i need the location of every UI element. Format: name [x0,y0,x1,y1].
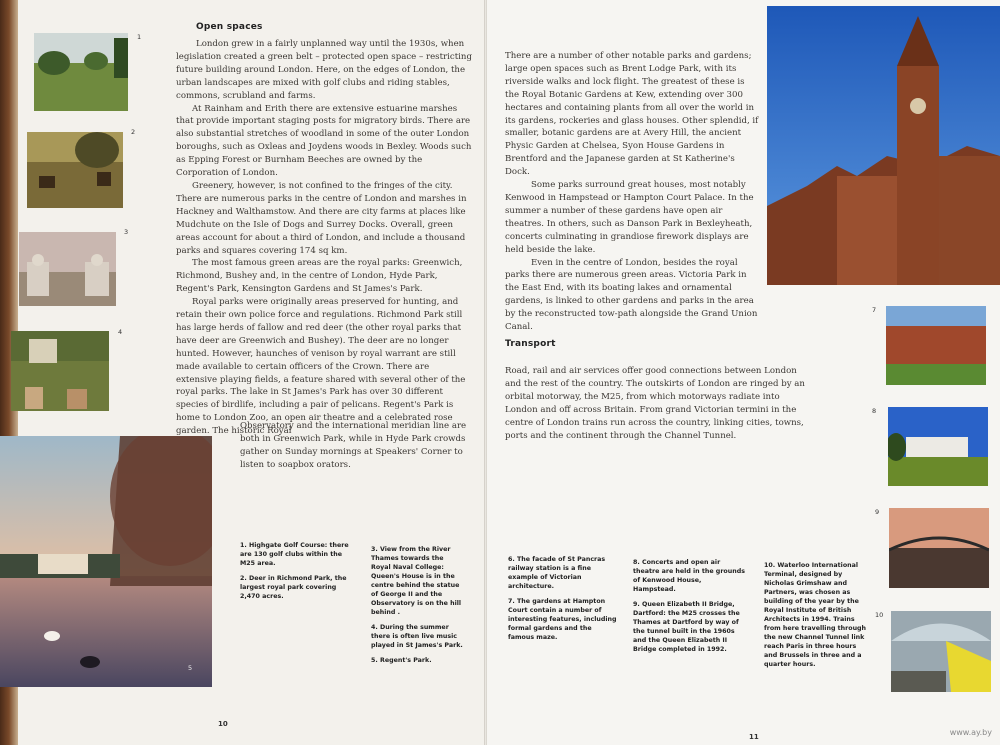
right-paragraph-3: Even in the centre of London, besides the royal parks there are numerous green areas. Victoria Park in the East End, with its boating lakes and ornamental gardens, is linked to other gardens and parks in the area by the reconstructed tow-path alongside the Grand Union Canal. [505,257,758,333]
caption-7: 7. The gardens at Hampton Court contain a number of interesting features, including formal gardens and the famous maze. [508,598,617,641]
left-captions-col1 [240,541,352,607]
photo-number-2: 2 [131,128,136,136]
caption-4: 4. During the summer there is often live music played in St James's Park. [371,624,463,649]
photo-st-pancras [767,6,1000,285]
transport-text: Road, rail and air services offer good connections between London and the rest of the country. The outskirts of London are ringed by an orbital motorway, the M25, from which motorways radiate into London and off across Britain. From grand Victorian termini in the centre of London trains run across the country, linking cities, towns, ports and the continent through the Channel Tunnel. [505,366,805,441]
caption-8: 8. Concerts and open air theatre are held in the grounds of Kenwood House, Hampstead. [633,559,745,593]
photo-number-8: 8 [872,407,877,415]
paragraph-2: At Rainham and Erith there are extensive estuarine marshes that provide important staging posts for migratory birds. There are also substantial stretches of woodland in some of the outer London boroughs, such as Oxleas and Joydens woods in Bexley. Woods such as Epping Forest or Burnham Beeches are owned by the Corporation of London. [176,103,472,179]
paragraph-5: Royal parks were originally areas preserved for hunting, and retain their own police force and regulations. Richmond Park still has large herds of fallow and red deer (the other royal parks that have deer are Greenwich and Bushey). The deer are no longer hunted. However, haunches of venison by royal warrant are still made available to certain officers of the Crown. There are extensive playing fields, a feature shared with several other of the royal parks. The lake in St James's Park has over 30 different species of birdlife, including a pair of pelicans. Regent's Park is home to London Zoo, an open air theatre and a celebrated rose garden. The historic Royal [176,297,466,437]
photo-kenwood-house [888,407,988,486]
photo-qe2-bridge [889,508,989,588]
photo-number-7: 7 [872,306,877,314]
caption-6: 6. The facade of St Pancras railway station is a fine example of Victorian architecture. [508,556,606,590]
caption-10: 10. Waterloo International Terminal, designed by Nicholas Grimshaw and Partners, was chosen as building of the year by the Royal Institute of British Architects in 1994. Trains from here travelling through the new Channel Tunnel link reach Paris in three hours and Brussels in three and a quarter hours. [764,562,867,668]
open-spaces-text [176,38,472,438]
photo-regents-park [0,436,212,687]
paragraph-4: The most famous green areas are the royal parks: Greenwich, Richmond, Bushey and, in the centre of London, Hyde Park, Regent's Park, Kensington Gardens and St James's Park. [176,258,463,295]
right-captions-col2 [633,558,745,660]
photo-st-james-park-music [11,331,109,411]
paragraph-3: Greenery, however, is not confined to the fringes of the city. There are numerous parks in the centre of London and marshes in Hackney and Walthamstow. And there are city farms at places like Mudchute on the Isle of Dogs and Surrey Docks. Overall, green areas account for about a third of London, and include a thousand parks and squares covering 174 sq km. [176,180,467,256]
heading-open-spaces: Open spaces [196,22,263,32]
photo-golf-course [34,33,128,111]
caption-1: 1. Highgate Golf Course: there are 130 golf clubs within the M25 area. [240,542,349,567]
right-captions-col3 [764,561,870,675]
photo-number-1: 1 [137,33,142,41]
caption-3: 3. View from the River Thames towards the Royal Naval College: Queen's House is in the centre behind the statue of George II and the Observatory is on the hill behind . [371,546,462,616]
photo-hampton-court [886,306,986,385]
photo-number-3: 3 [124,228,129,236]
caption-9: 9. Queen Elizabeth II Bridge, Dartford: the M25 crosses the Thames at Dartford by way of the tunnel built in the 1960s and the Queen Elizabeth II Bridge completed in 1992. [633,601,740,653]
heading-transport: Transport [505,339,556,349]
caption-5: 5. Regent's Park. [371,657,432,664]
paragraph-6: Observatory and the international meridian line are both in Greenwich Park, while in Hyde Park crowds gather on Sunday mornings at Speakers' Corner to listen to soapbox orators. [240,421,467,470]
photo-waterloo-terminal [891,611,991,692]
right-captions-col1 [508,555,618,648]
photo-number-5: 5 [188,664,193,672]
watermark: www.ay.by [949,728,992,737]
photo-royal-naval-college [19,232,116,306]
page-number-11: 11 [749,733,759,741]
photo-number-4: 4 [118,328,123,336]
paragraph-1: London grew in a fairly unplanned way until the 1930s, when legislation created a green belt – protected open space – restricting future building around London. Here, on the edges of London, the urban landscapes are mixed with golf clubs and riding stables, commons, scrubland and farms. [176,39,472,101]
parks-gardens-text [505,50,761,334]
right-paragraph-2: Some parks surround great houses, most notably Kenwood in Hampstead or Hampton Court Palace. In the summer a number of these gardens have open air theatres. In others, such as Danson Park in Bexleyheath, concerts culminating in grandiose firework displays are held beside the lake. [505,180,754,255]
right-paragraph-1: There are a number of other notable parks and gardens; large open spaces such as Brent Lodge Park, with its riverside walks and lock flight. The greatest of these is the Royal Botanic Gardens at Kew, extending over 300 hectares and containing plants from all over the world in its gardens, rockeries and glass houses. Other splendid, if smaller, botanic gardens are at Avery Hill, the ancient Physic Garden at Chelsea, Syon House Gardens in Brentford and the Japanese garden at St Katherine's Dock. [505,51,759,178]
photo-deer-richmond [27,132,123,208]
page-number-10: 10 [218,720,228,728]
left-captions-col2 [371,545,463,671]
caption-2: 2. Deer in Richmond Park, the largest royal park covering 2,470 acres. [240,575,347,600]
photo-number-9: 9 [875,508,880,516]
photo-number-10: 10 [875,611,884,619]
